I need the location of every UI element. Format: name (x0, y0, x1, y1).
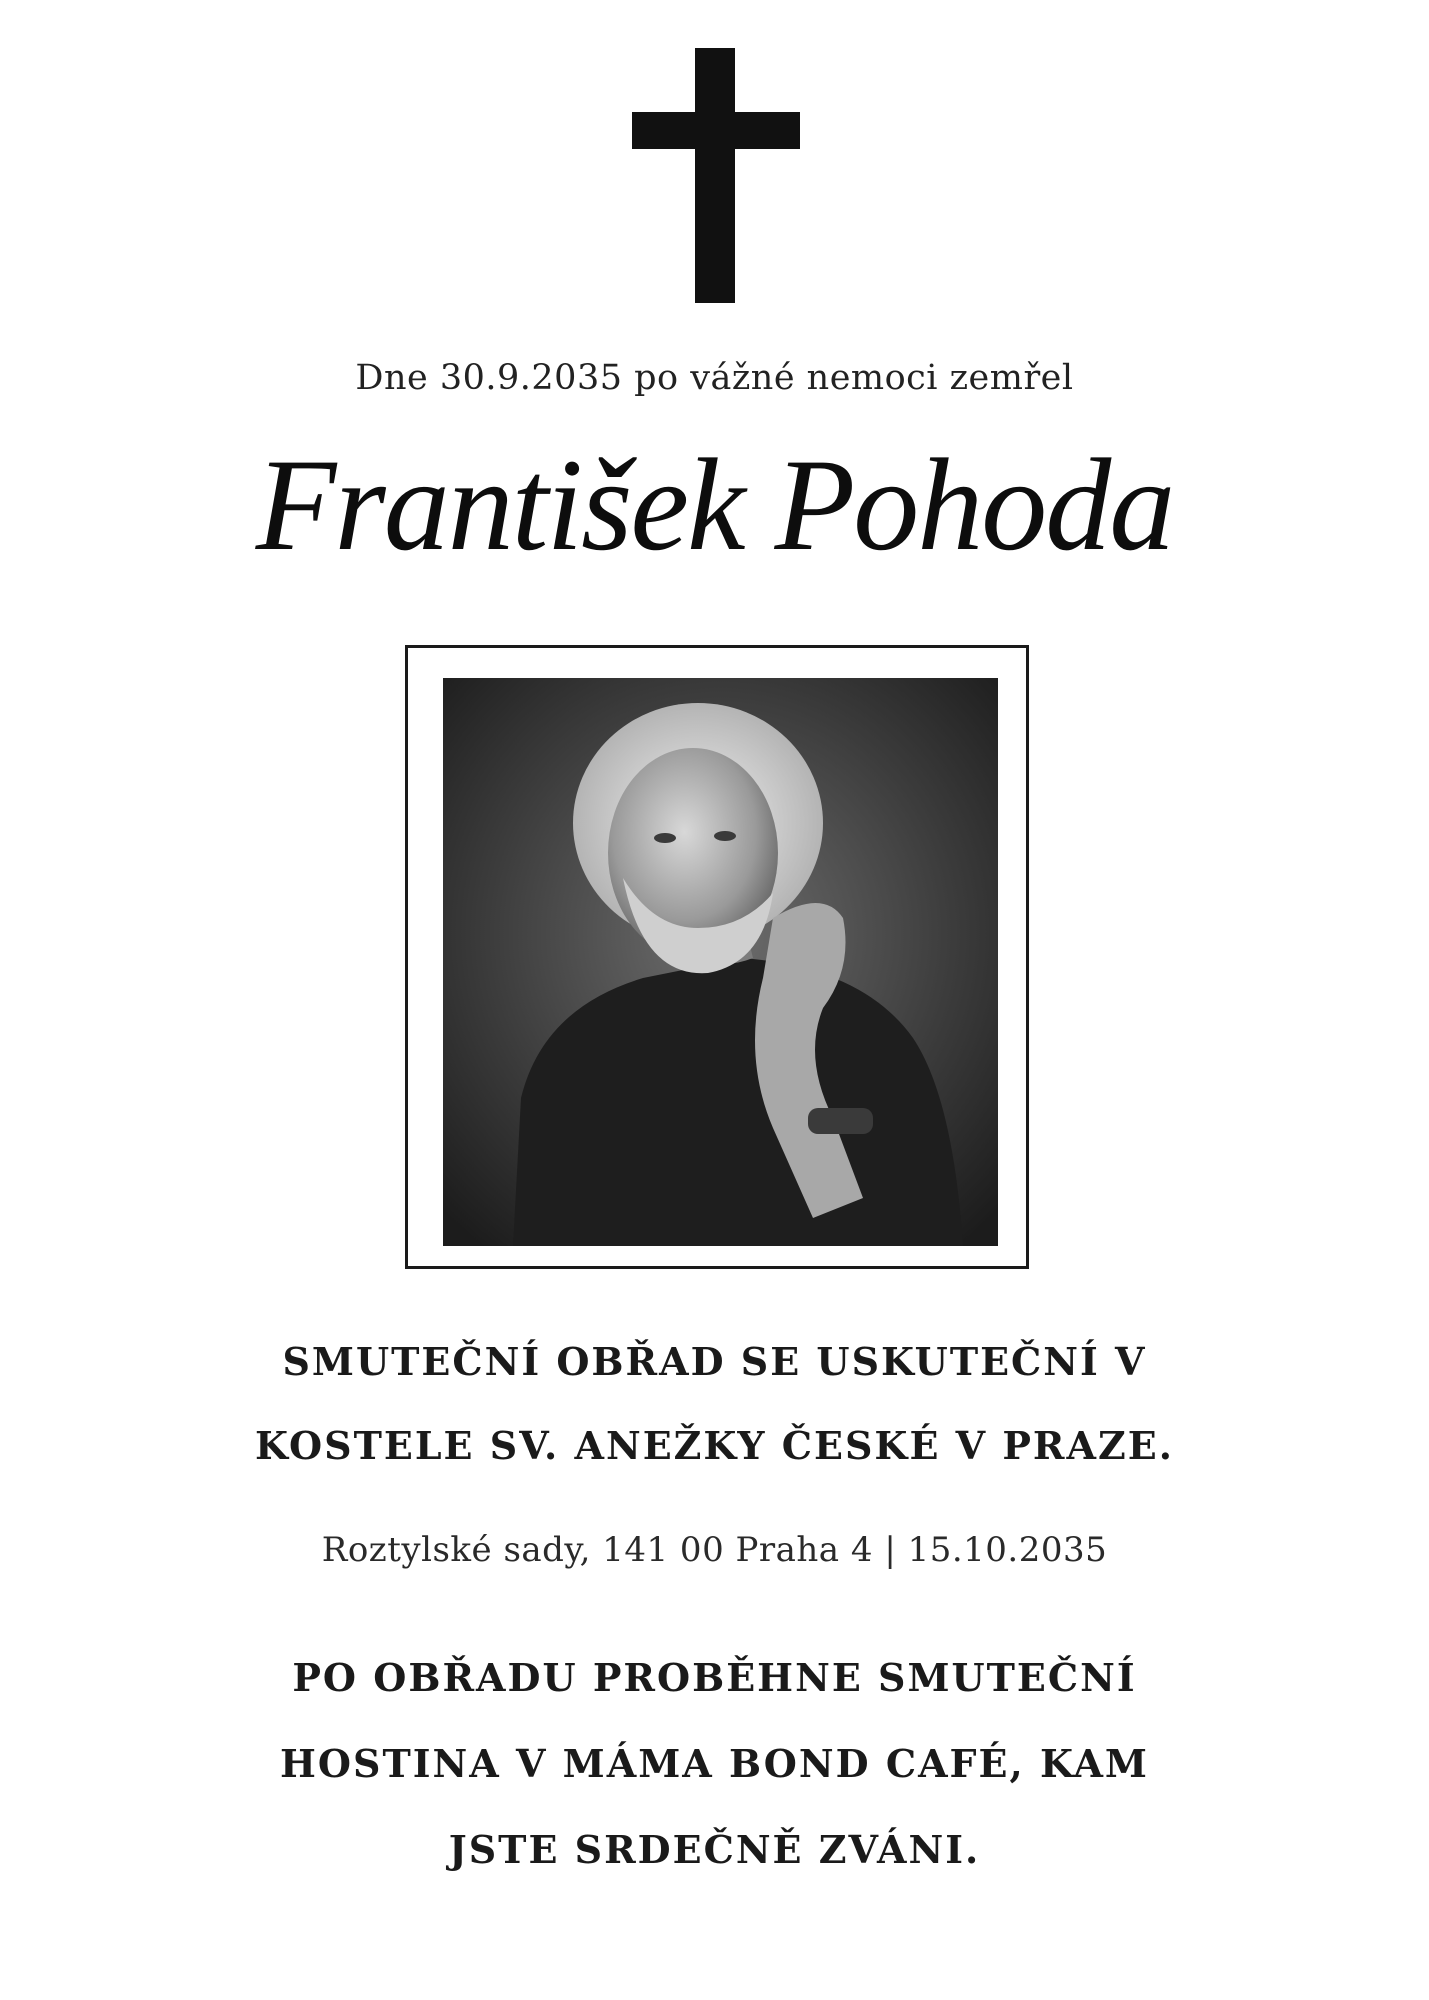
ceremony-address-date: Roztylské sady, 141 00 Praha 4 | 15.10.2035 (321, 1530, 1108, 1570)
photo-frame (405, 645, 1029, 1269)
reception-line-1: PO OBŘADU PROBĚHNE SMUTEČNÍ (292, 1655, 1137, 1700)
reception-line-2: HOSTINA V MÁMA BOND CAFÉ, KAM (280, 1741, 1149, 1786)
ceremony-text (0, 1320, 1429, 1488)
cross-vertical-bar (695, 48, 735, 303)
reception-text (0, 1635, 1429, 1893)
cross-icon (0, 0, 1429, 320)
death-announcement-text: Dne 30.9.2035 po vážné nemoci zemřel (355, 358, 1074, 398)
portrait-photo (443, 678, 998, 1246)
reception-line-3: JSTE SRDEČNĚ ZVÁNI. (448, 1827, 981, 1872)
ceremony-line-2: KOSTELE SV. ANEŽKY ČESKÉ V PRAZE. (255, 1423, 1174, 1468)
ceremony-line-1: SMUTEČNÍ OBŘAD SE USKUTEČNÍ V (282, 1339, 1147, 1384)
deceased-name: František Pohoda (255, 431, 1174, 578)
cross-horizontal-bar (632, 112, 800, 149)
